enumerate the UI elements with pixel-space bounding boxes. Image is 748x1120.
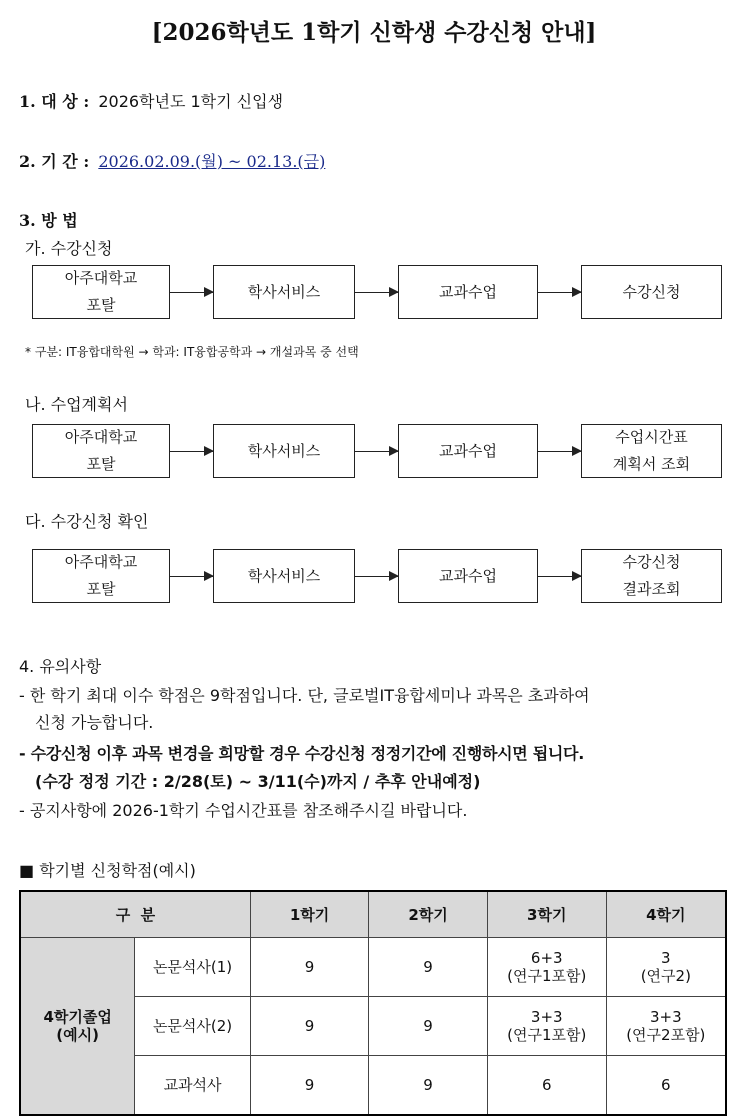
- notes-line-3: - 수강신청 이후 과목 변경을 희망할 경우 수강신청 정정기간에 진행하시면 됩니다.: [19, 744, 584, 763]
- credits-table: [19, 890, 727, 1116]
- flow-a-step-academic: 학사서비스: [213, 265, 355, 319]
- section-target: [19, 89, 283, 112]
- section-target-value: 2026학년도 1학기 신입생: [98, 92, 284, 111]
- flow-a-note: * 구분: IT융합대학원 → 학과: IT융합공학과 → 개설과목 중 선택: [25, 345, 359, 359]
- cell-sem1: 9: [250, 997, 369, 1056]
- flow-a-arrow-1: [170, 292, 213, 293]
- cell-sem4: 6: [606, 1056, 726, 1116]
- flow-c-step-academic: 학사서비스: [213, 549, 355, 603]
- cell-sem4: 3 (연구2): [606, 938, 726, 997]
- flow-a-arrow-2: [355, 292, 398, 293]
- flow-c-arrow-1: [170, 576, 213, 577]
- flow-c-label: 다. 수강신청 확인: [25, 512, 149, 531]
- section-target-label: 1. 대 상 :: [19, 92, 90, 111]
- header-sem4: 4학기: [606, 891, 726, 938]
- cell-sem2: 9: [369, 997, 488, 1056]
- flow-b-arrow-1: [170, 451, 213, 452]
- flow-b-step-course: 교과수업: [398, 424, 538, 478]
- flow-a-step-portal: 아주대학교 포탈: [32, 265, 170, 319]
- row-name: 논문석사(2): [135, 997, 251, 1056]
- notes-line-2: 신청 가능합니다.: [35, 713, 154, 732]
- flow-c-step-portal: 아주대학교 포탈: [32, 549, 170, 603]
- header-sem1: 1학기: [250, 891, 369, 938]
- row-name: 논문석사(1): [135, 938, 251, 997]
- flow-b-arrow-2: [355, 451, 398, 452]
- flow-c-arrow-3: [538, 576, 581, 577]
- flow-c-arrow-2: [355, 576, 398, 577]
- table-caption: ■ 학기별 신청학점(예시): [19, 861, 196, 880]
- section-method: [19, 208, 78, 231]
- period-link[interactable]: 2026.02.09.(월) ~ 02.13.(금): [98, 152, 326, 171]
- flow-b-label: 나. 수업계획서: [25, 395, 128, 414]
- flow-b-step-portal: 아주대학교 포탈: [32, 424, 170, 478]
- cell-sem4: 3+3 (연구2포함): [606, 997, 726, 1056]
- flow-b-arrow-3: [538, 451, 581, 452]
- section-notes-label: 4. 유의사항: [19, 657, 102, 676]
- cell-sem3: 3+3 (연구1포함): [487, 997, 606, 1056]
- notes-line-5: - 공지사항에 2026-1학기 수업시간표를 참조해주시길 바랍니다.: [19, 801, 468, 820]
- flow-a-arrow-3: [538, 292, 581, 293]
- cell-sem1: 9: [250, 938, 369, 997]
- header-sem2: 2학기: [369, 891, 488, 938]
- section-method-label: 3. 방 법: [19, 211, 78, 230]
- page-title: [2026학년도 1학기 신학생 수강신청 안내]: [151, 19, 597, 46]
- flow-b-step-academic: 학사서비스: [213, 424, 355, 478]
- flow-c-step-result: 수강신청 결과조회: [581, 549, 722, 603]
- flow-a-label: 가. 수강신청: [25, 239, 113, 258]
- cell-sem2: 9: [369, 938, 488, 997]
- section-period-label: 2. 기 간 :: [19, 152, 90, 171]
- table-header-row: [20, 891, 726, 938]
- cell-sem3: 6: [487, 1056, 606, 1116]
- header-category: 구 분: [20, 891, 250, 938]
- section-period: [19, 149, 325, 172]
- flow-c-step-course: 교과수업: [398, 549, 538, 603]
- row-group-label: 4학기졸업 (예시): [20, 938, 135, 1116]
- notes-line-4: (수강 정정 기간 : 2/28(토) ~ 3/11(수)까지 / 추후 안내예정): [35, 772, 481, 791]
- cell-sem3: 6+3 (연구1포함): [487, 938, 606, 997]
- notes-line-1: - 한 학기 최대 이수 학점은 9학점입니다. 단, 글로벌IT융합세미나 과목은 초과하여: [19, 686, 590, 705]
- cell-sem2: 9: [369, 1056, 488, 1116]
- flow-a-step-course: 교과수업: [398, 265, 538, 319]
- flow-a-step-register: 수강신청: [581, 265, 722, 319]
- row-name: 교과석사: [135, 1056, 251, 1116]
- flow-b-step-syllabus: 수업시간표 계획서 조회: [581, 424, 722, 478]
- cell-sem1: 9: [250, 1056, 369, 1116]
- table-row: [20, 938, 726, 997]
- header-sem3: 3학기: [487, 891, 606, 938]
